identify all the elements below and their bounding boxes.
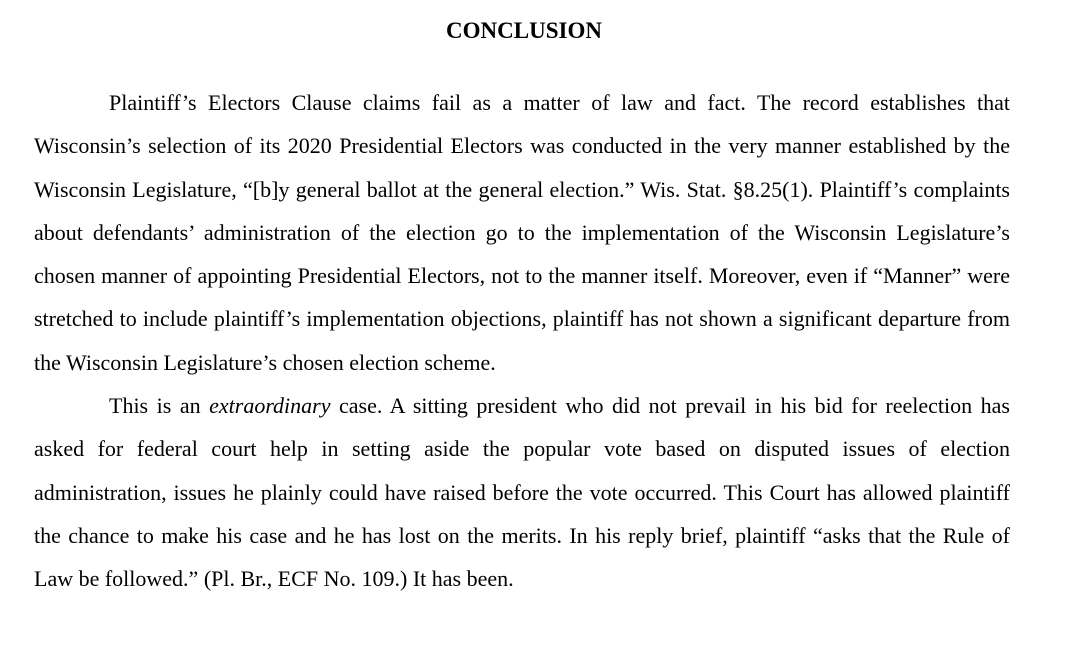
paragraph-2-text-start: This is an bbox=[109, 393, 210, 419]
paragraph-2-text-end: case. A sitting president who did not prevail in his bid for reelection has asked for federal court help in setting aside the popular vote based on disputed issues of election administration, issues he plainly could have raised before the vote occurred. This Court has allowed plaintiff the chance to make his case and he has lost on the merits. In his reply brief, plaintiff “asks that the Rule of Law be followed.” (Pl. Br., ECF No. 109.) It has been. bbox=[34, 393, 1010, 592]
section-heading: CONCLUSION bbox=[446, 18, 602, 43]
paragraph-2 bbox=[34, 384, 1010, 600]
paragraph-2-italic-word: extraordinary bbox=[209, 393, 331, 419]
paragraph-1: Plaintiff’s Electors Clause claims fail as a matter of law and fact. The record establishes that Wisconsin’s selection of its 2020 Presidential Electors was conducted in the very manner established by the Wisconsin Legislature, “[b]y general ballot at the general election.” Wis. Stat. §8.25(1). Plaintiff’s complaints about defendants’ administration of the election go to the implementation of the Wisconsin Legislature’s chosen manner of appointing Presidential Electors, not to the manner itself. Moreover, even if “Manner” were stretched to include plaintiff’s implementation objections, plaintiff has not shown a significant departure from the Wisconsin Legislature’s chosen election scheme. bbox=[34, 90, 1010, 375]
